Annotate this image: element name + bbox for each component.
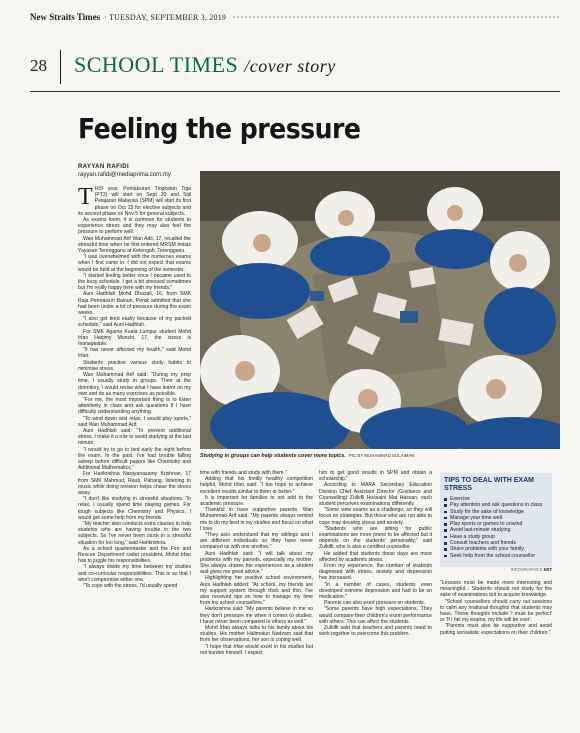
- paragraph: "I always divide my time between my studies and co-curricular responsibilities. This is so that I won't compromise either one.: [78, 564, 191, 583]
- paragraph: "To cope with the stress, I'd usually spend: [83, 583, 178, 589]
- page-number: 28: [30, 56, 47, 75]
- paragraph: Auni Hadhlah said: "I will talk about my problems with my parents, especially my mother. She always shares her experiences as a student and gives me great advice.": [200, 550, 313, 576]
- paragraph: Zulkifli said that teachers and parents need to work together to overcome this problem.: [319, 625, 432, 638]
- paragraph: It is important for families to not add to the academic pressure.: [200, 494, 313, 508]
- paragraph: "Some parents have high expectations. They would compare their children's exam performance with others. This can affect the students.: [319, 606, 432, 625]
- paragraph: According to MARA Secondary Education Division Chief Assistant Director (Guidance and Counselling) Zulkifli Hussaini Mat Hassan, each student perceives examinations differently.: [319, 482, 432, 508]
- paragraph: Auni Hadhlah Mohd Dhazali, 16, from SMK Raja Permaisuri Bainun, Perak admitted that she had been under a lot of pressure during the exam weeks.: [78, 291, 191, 317]
- section-name: [74, 52, 336, 78]
- paragraph: Students practise various study habits to minimise stress.: [78, 359, 191, 372]
- paragraph: Wan Muhammad Arif said: "During my prep time, I usually study in groups. Then at the dormitory, I would revise what I have learnt on my own and do as many exercises as possible.: [78, 372, 191, 397]
- photo-caption: [200, 452, 560, 460]
- tips-box: [440, 473, 552, 567]
- article-headline: Feeling the pressure: [78, 112, 361, 145]
- paragraph: Wan Muhammad Arif Wan Adli, 17, recalled the stressful time when he first entered MRSM Imtiaz Yayasan Terengganu at Ketengah, Terengganu.: [78, 235, 191, 255]
- paragraph: "I would try to go to bed early the night before the exam. In the past, I've had trouble falling asleep before difficult papers like Chemistry and Additional Mathematics.": [78, 446, 191, 472]
- section-header: [30, 48, 560, 88]
- tip-item: Have a study group: [444, 534, 548, 540]
- paragraph: "School counsellors should carry out sessions to calm any irrational thoughts that students may have. These thoughts include 'I must be perfect' or 'If I fail my exams, my life will be over'.: [440, 598, 552, 624]
- tip-item: Share problems with your family: [444, 546, 548, 552]
- tip-item: Consult teachers and friends: [444, 540, 548, 546]
- infographic-publication: NST: [543, 567, 552, 572]
- paragraph: "My teacher also conducts extra classes to help students who are having trouble in the two subjects. So I've never been stuck in a stressful situation for too long," said Harikrishna.: [78, 520, 191, 546]
- issue-date: · TUESDAY, SEPTEMBER 3, 2019: [104, 12, 227, 22]
- paragraph: "Some view exams as a challenge, so they will focus on strategies. But those who are not able to cope may develop stress and anxiety.: [319, 507, 432, 526]
- paragraph: "I was overwhelmed with the numerous exams when I first came in. I did not expect that exams would be held at the beginning of the semester.: [78, 254, 191, 273]
- paragraph: time with friends and study with them.": [200, 470, 287, 476]
- tip-item: Manage your time well: [444, 515, 548, 521]
- paragraph: Highlighting her positive school environment, Auni Hadhlah added: "At school, my friends are my support system through thick and thin. I've also received tips on how to manage my time from my school counsellors.": [200, 575, 313, 607]
- paragraph: "I started feeling better once I became used to the busy schedule. I get a bit stressed sometimes but I'm really happy here with my friends.": [78, 272, 191, 292]
- paragraph: "They also understand that my siblings and I are different individuals so they have never compared us with one another.": [200, 532, 313, 551]
- masthead: [30, 9, 560, 25]
- publication-name: New Straits Times: [30, 12, 101, 22]
- tips-list: [444, 496, 548, 559]
- paragraph: For Harikrishna Narayanasamy Krishnan, 17 from SMK Mahmud, Raub, Pahang, listening to music while doing revision helps chase the stress away.: [78, 471, 191, 496]
- paragraph: Adding that his fondly healthy competition helpful, Mohd Irfan said: "I too hope to achieve excellent results similar to them or better.": [200, 476, 313, 495]
- article-column-4: [440, 580, 552, 728]
- tip-item: Exercise: [444, 496, 548, 502]
- students-studying-photo: [200, 171, 560, 449]
- section-tag: /cover story: [244, 56, 336, 76]
- tip-item: Study for the sake of knowledge: [444, 509, 548, 515]
- section-rule: [30, 91, 560, 92]
- author-name: RAYYAN RAFIDI: [78, 164, 130, 170]
- paragraph: As exams loom, it is common for students to experience stress and they may also feel the pressure to perform well.: [78, 217, 191, 236]
- article-column-3: [319, 470, 432, 728]
- tip-item: Play sports or games to unwind: [444, 521, 548, 527]
- paragraph: HIS year, Pentaksiran Tingkatan Tiga (PT3) will start on Sept 30 and Sijil Pelajaran Malaysia (SPM) will start its first phase on Oct 15 for elective subjects and its second phase on Nov 5 for general subjects.: [78, 186, 191, 217]
- paragraph: Mohd Irfan always talks to his family about his studies. His mother Halimatun Nadzam said that from her observations, her son is coping well.: [200, 625, 313, 644]
- paragraph: "Lessons must be made more interesting and meaningful... Students should not study for the sake of examinations but to acquire knowledge.: [440, 580, 552, 599]
- masthead-dotted-rule: [232, 15, 560, 20]
- paragraph: From my experience, the number of students diagnosed with stress, anxiety and depression has increased.: [319, 563, 432, 582]
- paragraph: "Parents must also be supportive and avoid putting unrealistic expectations on their children.": [440, 623, 552, 636]
- drop-cap: T: [78, 186, 93, 210]
- paragraph: Parents can also exert pressure on students.: [324, 600, 426, 607]
- paragraph: For SMK Agama Kuala Lumpur student Mohd Irfan Haqimy Munshi, 17, the stress is manageable.: [78, 328, 191, 348]
- section-title: SCHOOL TIMES: [74, 52, 239, 77]
- section-divider: [60, 50, 61, 84]
- tips-heading: TIPS TO DEAL WITH EXAM STRESS: [444, 477, 534, 492]
- tip-item: Seek help from the school counsellor: [444, 553, 548, 559]
- paragraph: "It has never affected my health," said Mohd Irfan.: [78, 347, 191, 360]
- infographic-label: INFOGRAPHICS: [510, 567, 543, 572]
- caption-text: Studying in groups can help students cover more topics.: [200, 453, 346, 459]
- paragraph: him to get good results in SPM and obtain a scholarship.": [319, 470, 432, 483]
- paragraph: "To wind down and relax, I would play sports," said Wan Muhammad Arif.: [78, 415, 191, 428]
- infographic-credit: [440, 567, 552, 572]
- paragraph: Harikrishna said: "My parents believe in me so they don't pressure me when it comes to studies. I have never been compared to others as well.": [200, 606, 313, 625]
- paragraph: As a school quartermaster and the Fire and Rescue Department cadet president, Mohd Irfan has to juggle his responsibilities.: [78, 545, 191, 565]
- paragraph: "I hope that Irfan would excel in his studies but not burden himself. I expect: [200, 643, 313, 656]
- paragraph: "In a number of cases, students even developed extreme depression and had to be on medication.": [319, 581, 432, 601]
- tip-item: Pay attention and ask questions in class: [444, 502, 548, 508]
- paragraph: Auni Hadhlah said: "To prevent additional stress, I make it a rule to avoid studying at the last minute.: [78, 427, 191, 447]
- paragraph: Thankful to have supportive parents, Wan Muhammad Arif said: "My parents always remind me to do my best in my studies and focus on what I love.: [200, 507, 313, 532]
- paragraph: "I don't like studying in stressful situations. To relax, I usually spend time playing games. For tough subjects like Chemistry and Physics, I would get some help from my friends.: [78, 496, 191, 521]
- tip-item: Avoid last-minute studying: [444, 527, 548, 533]
- paragraph: "I also get tired easily because of my packed schedule," said Auni Hadhlah.: [78, 316, 191, 329]
- article-column-1: [78, 186, 191, 726]
- byline: [78, 163, 171, 179]
- paragraph: He added that students these days are more affected by academic stress.: [319, 550, 432, 563]
- author-email: rayyan.rafidi@mediaprima.com.my: [78, 172, 171, 178]
- paragraph: "Students who are sitting for public examinations are more prone to be affected but it depends on the students' personality," said Zulkifli, who is also a certified counsellor.: [319, 525, 432, 551]
- article-column-2: [200, 470, 313, 728]
- paragraph: "For me, the most important thing is to listen attentively in class and ask questions if I have difficulty understanding anything.: [78, 396, 191, 416]
- photo-illustration: [200, 171, 560, 449]
- photo-credit: PIC BY MUHAMMAD SULAIMAN: [348, 453, 415, 458]
